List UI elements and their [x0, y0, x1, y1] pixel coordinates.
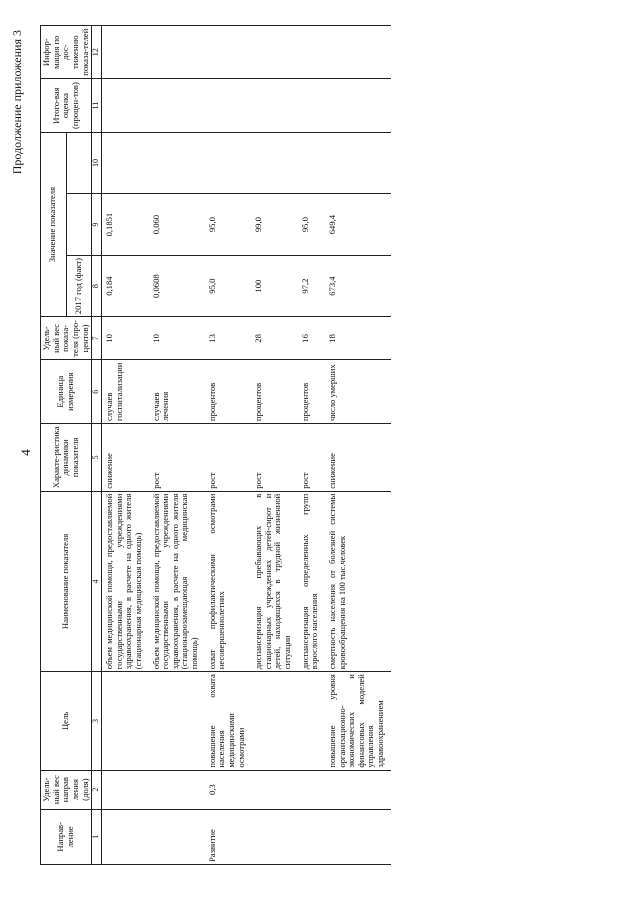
- cell-total-score: [149, 79, 205, 132]
- cell-value-col9: 0,1851: [102, 194, 149, 256]
- cell-value-col9: 95,0: [205, 194, 252, 256]
- table-row: [325, 26, 391, 865]
- cell-direction-weight: [251, 770, 298, 809]
- cell-value-col10: [325, 132, 391, 194]
- cell-direction-weight: [149, 770, 205, 809]
- column-number: 8: [92, 255, 102, 317]
- cell-achievement-info: [325, 26, 391, 79]
- cell-unit: число умерших: [325, 360, 391, 424]
- cell-value-col10: [298, 132, 325, 194]
- header-achievement-info: Инфор-мация по дос-тижению показа-телей: [41, 26, 92, 79]
- cell-value-col9: 0,060: [149, 194, 205, 256]
- cell-goal: повышение охвата населения медицинскими осмотрами: [205, 672, 252, 770]
- header-dynamics: Характе-ристика динамики показателя: [41, 424, 92, 492]
- header-unit: Единица измерения: [41, 360, 92, 424]
- header-indicator-weight: Удель-ный вес показа-теля (про-центов): [41, 317, 92, 360]
- cell-value-2017: 0,0608: [149, 255, 205, 317]
- cell-direction: [298, 809, 325, 864]
- column-number: 9: [92, 194, 102, 256]
- column-number: 6: [92, 360, 102, 424]
- column-number: 7: [92, 317, 102, 360]
- cell-value-2017: 100: [251, 255, 298, 317]
- table-row: [251, 26, 298, 865]
- column-number: 3: [92, 672, 102, 770]
- cell-unit: случаев лечения: [149, 360, 205, 424]
- cell-direction-weight: [298, 770, 325, 809]
- table-row: [102, 26, 149, 865]
- cell-direction: [325, 809, 391, 864]
- header-indicator-name: Наименование показателя: [41, 491, 92, 672]
- cell-indicator-weight: 16: [298, 317, 325, 360]
- header-2017-fact: 2017 год (факт): [66, 255, 92, 317]
- table-row: [205, 26, 252, 865]
- cell-unit: процентов: [251, 360, 298, 424]
- cell-value-col9: 649,4: [325, 194, 391, 256]
- cell-goal: [298, 672, 325, 770]
- page-number: 4: [18, 449, 33, 456]
- cell-achievement-info: [251, 26, 298, 79]
- cell-value-col9: 99,0: [251, 194, 298, 256]
- cell-goal: [149, 672, 205, 770]
- cell-indicator-weight: 18: [325, 317, 391, 360]
- cell-indicator-name: объем медицинской помощи, предоставляемой государственными учреждениями здравоохранения, в расчете на одного жителя (стационарозамещающая медицинская помощь): [149, 491, 205, 672]
- header-total-score: Итого-вая оценка (процен-тов): [41, 79, 92, 132]
- cell-direction-weight: 0,3: [205, 770, 252, 809]
- cell-achievement-info: [149, 26, 205, 79]
- cell-indicator-weight: 13: [205, 317, 252, 360]
- column-number: 12: [92, 26, 102, 79]
- continuation-label: Продолжение приложения 3: [10, 30, 24, 175]
- column-number: 10: [92, 132, 102, 194]
- column-numbers-row: [92, 26, 102, 865]
- cell-dynamics: рост: [298, 424, 325, 492]
- cell-total-score: [298, 79, 325, 132]
- cell-achievement-info: [298, 26, 325, 79]
- cell-direction: [149, 809, 205, 864]
- header-col9: [66, 194, 92, 256]
- cell-indicator-weight: 28: [251, 317, 298, 360]
- cell-value-col10: [149, 132, 205, 194]
- header-col10: [66, 132, 92, 194]
- cell-indicator-name: охват профилактическими осмотрами несовершеннолетних: [205, 491, 252, 672]
- header-indicator-value-group: Значение показателя: [41, 132, 67, 317]
- cell-value-2017: 0,184: [102, 255, 149, 317]
- cell-value-col10: [205, 132, 252, 194]
- cell-value-col9: 95,0: [298, 194, 325, 256]
- cell-total-score: [251, 79, 298, 132]
- column-number: 5: [92, 424, 102, 492]
- column-number: 4: [92, 491, 102, 672]
- cell-indicator-weight: 10: [102, 317, 149, 360]
- cell-dynamics: рост: [149, 424, 205, 492]
- cell-achievement-info: [102, 26, 149, 79]
- cell-indicator-name: диспансеризация пребывающих в стационарных учреждениях детей-сирот и детей, находящихся в трудной жизненной ситуации: [251, 491, 298, 672]
- header-goal: Цель: [41, 672, 92, 770]
- cell-value-col10: [102, 132, 149, 194]
- cell-total-score: [325, 79, 391, 132]
- column-number: 11: [92, 79, 102, 132]
- cell-value-2017: 673,4: [325, 255, 391, 317]
- cell-unit: процентов: [298, 360, 325, 424]
- cell-direction: [102, 809, 149, 864]
- cell-indicator-name: смертность населения от болезней системы кровообращения на 100 тыс.человек: [325, 491, 391, 672]
- cell-goal: повышение уровня организационно-экономических и финансовых моделей управления здравоохранением: [325, 672, 391, 770]
- cell-unit: случаев госпитализации: [102, 360, 149, 424]
- header-direction-weight: Удель-ный вес направ ления (доля): [41, 770, 92, 809]
- cell-unit: процентов: [205, 360, 252, 424]
- cell-dynamics: рост: [251, 424, 298, 492]
- cell-achievement-info: [205, 26, 252, 79]
- cell-dynamics: рост: [205, 424, 252, 492]
- cell-total-score: [205, 79, 252, 132]
- table-row: [149, 26, 205, 865]
- cell-goal: [251, 672, 298, 770]
- cell-direction-weight: [325, 770, 391, 809]
- cell-total-score: [102, 79, 149, 132]
- cell-indicator-name: объем медицинской помощи, предоставляемой государственными учреждениями здравоохранения, в расчете на одного жителя (стационарная медицинская помощь): [102, 491, 149, 672]
- cell-dynamics: снижение: [102, 424, 149, 492]
- cell-indicator-weight: 10: [149, 317, 205, 360]
- cell-goal: [102, 672, 149, 770]
- cell-value-2017: 97,2: [298, 255, 325, 317]
- cell-direction: [251, 809, 298, 864]
- column-number: 2: [92, 770, 102, 809]
- cell-dynamics: снижение: [325, 424, 391, 492]
- cell-direction: Развитие: [205, 809, 252, 864]
- table-row: [298, 26, 325, 865]
- column-number: 1: [92, 809, 102, 864]
- cell-direction-weight: [102, 770, 149, 809]
- cell-indicator-name: диспансеризация определенных групп взрослого населения: [298, 491, 325, 672]
- cell-value-col10: [251, 132, 298, 194]
- cell-value-2017: 95,0: [205, 255, 252, 317]
- header-row: [41, 26, 67, 865]
- indicators-table: [40, 25, 391, 865]
- header-direction: Направ-ление: [41, 809, 92, 864]
